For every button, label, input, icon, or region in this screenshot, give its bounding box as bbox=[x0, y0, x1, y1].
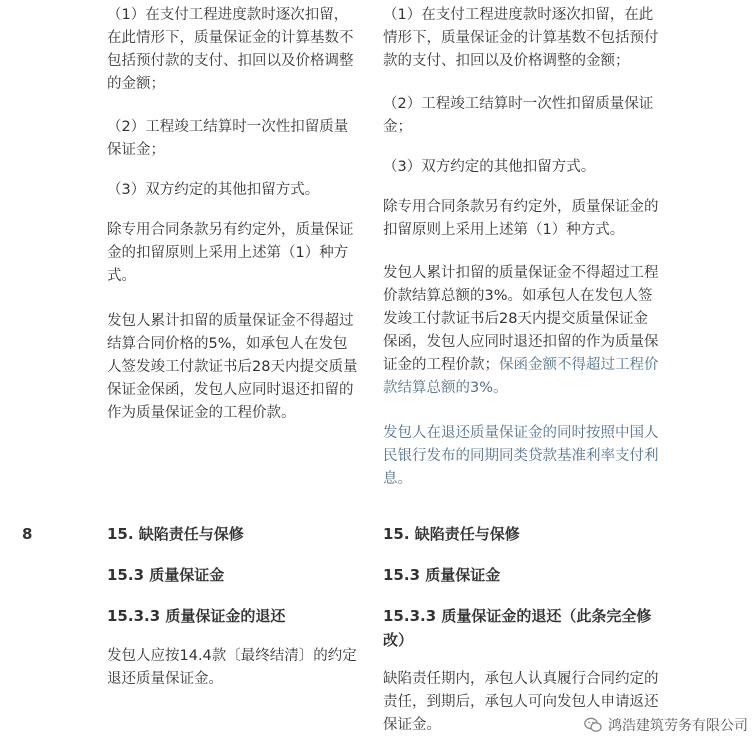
row-number: 8 bbox=[22, 525, 33, 543]
left-heading-2: 15.3 质量保证金 bbox=[107, 566, 225, 584]
left-para-2: （2）工程竣工结算时一次性扣留质量 保证金； bbox=[107, 119, 349, 158]
left-para-3: （3）双方约定的其他扣留方式。 bbox=[107, 182, 320, 198]
right-para-5-highlight: 保函金额不得超过工程价 款结算总额的3%。 bbox=[383, 357, 659, 396]
watermark-text: 鸿浩建筑劳务有限公司 bbox=[608, 718, 748, 734]
right-para-4: 除专用合同条款另有约定外，质量保证金的 扣留原则上采用上述第（1）种方式。 bbox=[383, 199, 659, 238]
wechat-icon bbox=[584, 717, 602, 733]
left-heading-1: 15. 缺陷责任与保修 bbox=[107, 525, 244, 543]
right-para-5-text: 发包人累计扣留的质量保证金不得超过工程 价款结算总额的3%。如承包人在发包人签 发竣工付款证书后28天内提交质量保证金 保函，发包人应同时退还扣留的作为质量保 证金的工程价款； bbox=[383, 265, 659, 373]
left-heading-3: 15.3.3 质量保证金的退还 bbox=[107, 607, 286, 625]
right-para-1: （1）在支付工程进度款时逐次扣留，在此 情形下，质量保证金的计算基数不包括预付 款的支付、扣回以及价格调整的金额； bbox=[383, 7, 659, 69]
right-heading-1: 15. 缺陷责任与保修 bbox=[383, 525, 520, 543]
left-para-4: 除专用合同条款另有约定外，质量保证 金的扣留原则上采用上述第（1）种方 式。 bbox=[107, 222, 354, 284]
right-para-5 bbox=[383, 262, 659, 400]
right-section-body: 缺陷责任期内，承包人认真履行合同约定的 责任，到期后，承包人可向发包人申请返还 保证金。 bbox=[383, 671, 659, 733]
right-para-6: 发包人在退还质量保证金的同时按照中国人 民银行发布的同期同类贷款基准利率支付利 息。 bbox=[383, 425, 659, 487]
left-section-body: 发包人应按14.4款〔最终结清〕的约定 退还质量保证金。 bbox=[107, 648, 357, 687]
left-para-1: （1）在支付工程进度款时逐次扣留， 在此情形下，质量保证金的计算基数不 包括预付款的支付、扣回以及价格调整 的金额； bbox=[107, 7, 354, 92]
right-para-3: （3）双方约定的其他扣留方式。 bbox=[383, 159, 596, 175]
watermark bbox=[584, 715, 748, 735]
right-heading-2: 15.3 质量保证金 bbox=[383, 566, 501, 584]
right-para-2: （2）工程竣工结算时一次性扣留质量保证 金； bbox=[383, 96, 654, 135]
right-heading-3: 15.3.3 质量保证金的退还（此条完全修 改） bbox=[383, 607, 652, 649]
left-para-5: 发包人累计扣留的质量保证金不得超过 结算合同价格的5%，如承包人在发包 人签发竣工付款证书后28天内提交质量 保证金保函，发包人应同时退还扣留的 作为质量保证金的工程价款。 bbox=[107, 313, 358, 421]
